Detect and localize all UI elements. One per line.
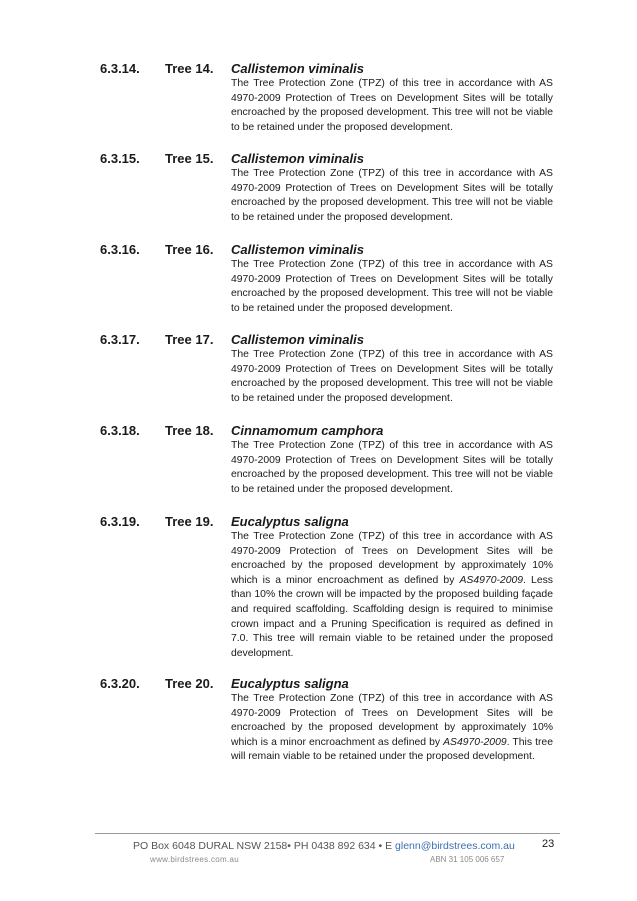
section-text: The Tree Protection Zone (TPZ) of this tree in accordance with AS 4970-2009 Protection of Trees on Development Sites will be totally encroached by the proposed development. This tree will not be viable to be retained under the proposed development. xyxy=(231,168,553,223)
tree-label: Tree 15. xyxy=(165,151,214,166)
text-part: The Tree Protection Zone (TPZ) of this tree in accordance with AS 4970-2009 Protection of Trees on Development Sites will be encroached by the proposed development by approximately 10% which is a minor encroachment as defined by xyxy=(231,693,553,748)
footer-website[interactable]: www.birdstrees.com.au xyxy=(150,855,239,864)
footer-divider xyxy=(95,833,560,834)
tree-label: Tree 20. xyxy=(165,676,214,691)
standard-reference: AS4970-2009 xyxy=(459,574,524,586)
species-name: Callistemon viminalis xyxy=(231,242,364,257)
species-name: Callistemon viminalis xyxy=(231,151,364,166)
section-text: The Tree Protection Zone (TPZ) of this tree in accordance with AS 4970-2009 Protection of Trees on Development Sites will be totally encroached by the proposed development. This tree will not be viable to be retained under the proposed development. xyxy=(231,349,553,404)
section-text xyxy=(231,692,553,765)
section-text: The Tree Protection Zone (TPZ) of this tree in accordance with AS 4970-2009 Protection of Trees on Development Sites will be totally encroached by the proposed development. This tree will not be viable to be retained under the proposed development. xyxy=(231,259,553,314)
section-number: 6.3.14. xyxy=(100,61,140,76)
tree-label: Tree 18. xyxy=(165,423,214,438)
tree-label: Tree 17. xyxy=(165,332,214,347)
text-part: The Tree Protection Zone (TPZ) of this tree in accordance with AS 4970-2009 Protection of Trees on Development Sites will be encroached by the proposed development by approximately 10% which is a minor encroachment as defined by xyxy=(231,531,553,586)
page-number: 23 xyxy=(542,838,555,850)
tree-label: Tree 16. xyxy=(165,242,214,257)
text-part: . Less than 10% the crown will be impacted by the proposed building façade and required scaffolding. Scaffolding design is required to minimise crown impact and a Pruning Specification is required as defined in 7.0. This tree will remain viable to be retained under the proposed development. xyxy=(231,574,553,659)
species-name: Eucalyptus saligna xyxy=(231,514,349,529)
footer-email-link[interactable]: glenn@birdstrees.com.au xyxy=(395,840,515,852)
species-name: Callistemon viminalis xyxy=(231,332,364,347)
tree-label: Tree 19. xyxy=(165,514,214,529)
section-number: 6.3.16. xyxy=(100,242,140,257)
footer-address: PO Box 6048 DURAL NSW 2158• PH 0438 892 634 • E xyxy=(133,840,396,852)
footer-contact xyxy=(133,840,515,852)
tree-label: Tree 14. xyxy=(165,61,214,76)
section-number: 6.3.20. xyxy=(100,676,140,691)
footer-abn: ABN 31 105 006 657 xyxy=(430,855,505,864)
section-number: 6.3.17. xyxy=(100,332,140,347)
section-text xyxy=(231,530,553,661)
section-number: 6.3.19. xyxy=(100,514,140,529)
species-name: Callistemon viminalis xyxy=(231,61,364,76)
section-number: 6.3.15. xyxy=(100,151,140,166)
text-part: . This tree will remain viable to be retained under the proposed development. xyxy=(231,736,553,763)
section-number: 6.3.18. xyxy=(100,423,140,438)
species-name: Eucalyptus saligna xyxy=(231,676,349,691)
species-name: Cinnamomum camphora xyxy=(231,423,384,438)
section-text: The Tree Protection Zone (TPZ) of this tree in accordance with AS 4970-2009 Protection of Trees on Development Sites will be totally encroached by the proposed development. This tree will not be viable to be retained under the proposed development. xyxy=(231,440,553,495)
section-text: The Tree Protection Zone (TPZ) of this tree in accordance with AS 4970-2009 Protection of Trees on Development Sites will be totally encroached by the proposed development. This tree will not be viable to be retained under the proposed development. xyxy=(231,78,553,133)
standard-reference: AS4970-2009 xyxy=(443,736,507,748)
